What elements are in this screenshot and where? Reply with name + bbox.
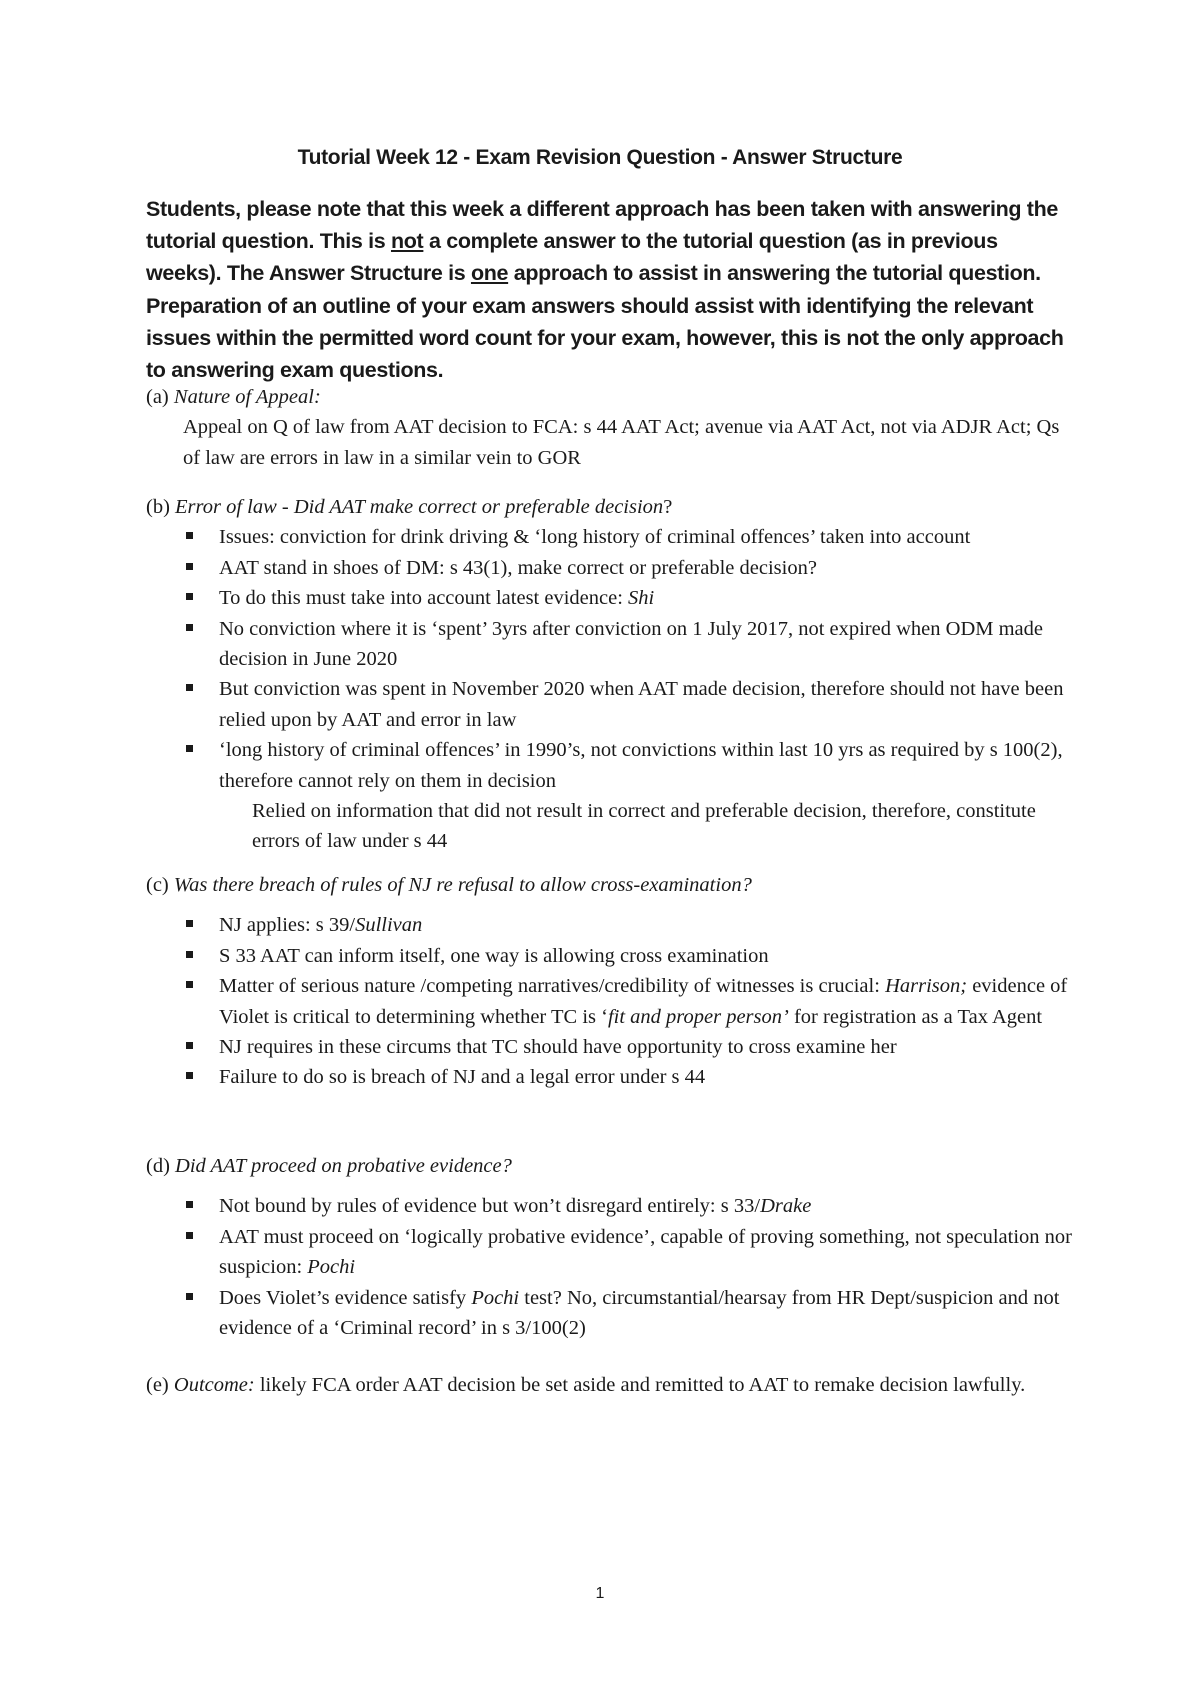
list-item-text: No conviction where it is ‘spent’ 3yrs after conviction on 1 July 2017, not expired when ODM made decision in June 2020 bbox=[219, 617, 1043, 671]
list-item-text: ‘long history of criminal offences’ in 1990’s, not convictions within last 10 yrs as required by s 100(2), therefore cannot rely on them in decision bbox=[219, 739, 1063, 792]
bullet-square-icon bbox=[186, 1072, 193, 1079]
list-item-text: test? No, circumstantial/hearsay from HR Dept/suspicion and not evidence of a ‘Criminal record’ in s 3/100(2) bbox=[219, 1286, 1060, 1340]
section-c-title: Was there breach of rules of NJ re refusal to allow cross-examination? bbox=[173, 874, 752, 896]
section-b bbox=[146, 492, 1076, 857]
bullet-square-icon bbox=[186, 563, 193, 570]
intro-emphasis-one: one bbox=[470, 261, 509, 286]
list-item bbox=[219, 1062, 1076, 1092]
section-e-body: likely FCA order AAT decision be set aside and remitted to AAT to remake decision lawfully. bbox=[254, 1374, 1026, 1396]
bullet-square-icon bbox=[186, 593, 193, 600]
list-item-text: AAT stand in shoes of DM: s 43(1), make correct or preferable decision? bbox=[219, 556, 817, 579]
section-c-heading bbox=[146, 870, 1076, 900]
section-b-title: Error of law - Did AAT make correct or preferable decision bbox=[175, 496, 664, 518]
list-item bbox=[219, 553, 1076, 583]
list-item-text: S 33 AAT can inform itself, one way is allowing cross examination bbox=[219, 944, 769, 967]
list-item bbox=[219, 522, 1076, 552]
intro-text-3: approach to assist in answering the tutorial question. Preparation of an outline of your exam answers should assist with identifying the relevant issues within the permitted word count for your exam, however, this is not the only approach to answering exam questions. bbox=[146, 261, 1064, 383]
list-item bbox=[219, 971, 1076, 1032]
section-b-list bbox=[146, 522, 1076, 796]
list-item bbox=[219, 941, 1076, 971]
list-item-text: evidence of Violet is critical to determining whether TC is ‘ bbox=[219, 975, 1068, 1028]
intro-note bbox=[146, 193, 1076, 386]
list-item-text: AAT must proceed on ‘logically probative evidence’, capable of proving something, not speculation nor suspicion: bbox=[219, 1225, 1072, 1279]
bullet-square-icon bbox=[186, 981, 193, 988]
bullet-square-icon bbox=[186, 951, 193, 958]
case-name: Pochi bbox=[307, 1256, 356, 1279]
page-title: Tutorial Week 12 - Exam Revision Question - Answer Structure bbox=[297, 146, 903, 169]
section-b-title-end: ? bbox=[663, 496, 673, 518]
list-item bbox=[219, 583, 1076, 613]
section-c-label: (c) bbox=[146, 874, 174, 896]
case-name: Drake bbox=[760, 1195, 812, 1218]
case-name: Shi bbox=[628, 587, 655, 610]
section-a-label: (a) bbox=[146, 386, 174, 408]
list-item bbox=[219, 674, 1076, 735]
list-item bbox=[219, 1191, 1076, 1221]
list-item bbox=[219, 1222, 1076, 1283]
list-item-text: NJ requires in these circums that TC should have opportunity to cross examine her bbox=[219, 1036, 897, 1059]
bullet-square-icon bbox=[186, 532, 193, 539]
list-item-text: Matter of serious nature /competing narratives/credibility of witnesses is crucial: bbox=[219, 975, 886, 998]
section-a-title: Nature of Appeal: bbox=[173, 386, 321, 408]
case-name: Pochi bbox=[471, 1286, 520, 1309]
section-a bbox=[146, 382, 1076, 473]
section-d bbox=[146, 1151, 1076, 1343]
list-item-text: Failure to do so is breach of NJ and a legal error under s 44 bbox=[219, 1066, 706, 1089]
intro-emphasis-not: not bbox=[390, 229, 424, 254]
section-d-heading bbox=[146, 1151, 1076, 1181]
section-d-list bbox=[146, 1191, 1076, 1343]
list-item-text: But conviction was spent in November 2020 when AAT made decision, therefore should not have been relied upon by AAT and error in law bbox=[219, 678, 1064, 731]
list-item-text: Does Violet’s evidence satisfy bbox=[219, 1286, 472, 1309]
intro-text-1: Students, please note that this week a different approach has been taken with answering the tutorial question. This is bbox=[146, 197, 1058, 254]
bullet-square-icon bbox=[186, 920, 193, 927]
section-b-heading bbox=[146, 492, 1076, 522]
list-item-text: NJ applies: s 39/ bbox=[219, 914, 356, 937]
bullet-square-icon bbox=[186, 624, 193, 631]
section-c-list bbox=[146, 910, 1076, 1092]
intro-text-2: a complete answer to the tutorial question (as in previous weeks). The Answer Structure is bbox=[146, 229, 998, 286]
section-b-label: (b) bbox=[146, 496, 176, 518]
list-item bbox=[219, 1283, 1076, 1344]
section-d-label: (d) bbox=[146, 1155, 176, 1177]
list-item bbox=[219, 614, 1076, 675]
section-b-conclusion: Relied on information that did not result in correct and preferable decision, therefore, constitute errors of law under s 44 bbox=[252, 800, 1036, 853]
bullet-square-icon bbox=[186, 1201, 193, 1208]
section-e bbox=[146, 1370, 1076, 1400]
section-e-title: Outcome: bbox=[173, 1374, 255, 1396]
section-d-title: Did AAT proceed on probative evidence? bbox=[175, 1155, 512, 1177]
list-item-text: for registration as a Tax Agent bbox=[788, 1005, 1043, 1028]
section-c bbox=[146, 870, 1076, 1093]
section-e-label: (e) bbox=[146, 1374, 174, 1396]
bullet-square-icon bbox=[186, 1232, 193, 1239]
list-item bbox=[219, 1032, 1076, 1062]
section-a-heading bbox=[146, 382, 1076, 412]
list-item bbox=[219, 735, 1076, 796]
list-item-text: Issues: conviction for drink driving & ‘long history of criminal offences’ taken into account bbox=[219, 526, 971, 549]
case-name: Sullivan bbox=[355, 914, 423, 937]
bullet-square-icon bbox=[186, 684, 193, 691]
bullet-square-icon bbox=[186, 1042, 193, 1049]
bullet-square-icon bbox=[186, 1293, 193, 1300]
page-number: 1 bbox=[595, 1585, 605, 1602]
quoted-phrase: fit and proper person’ bbox=[607, 1005, 789, 1028]
list-item bbox=[219, 910, 1076, 940]
list-item-text: To do this must take into account latest evidence: bbox=[219, 587, 629, 610]
list-item-text: Not bound by rules of evidence but won’t disregard entirely: s 33/ bbox=[219, 1195, 761, 1218]
case-name: Harrison; bbox=[885, 975, 968, 998]
bullet-square-icon bbox=[186, 745, 193, 752]
section-a-body: Appeal on Q of law from AAT decision to FCA: s 44 AAT Act; avenue via AAT Act, not via ADJR Act; Qs of law are errors in law in a similar vein to GOR bbox=[183, 416, 1060, 469]
section-e-heading bbox=[146, 1370, 1076, 1400]
